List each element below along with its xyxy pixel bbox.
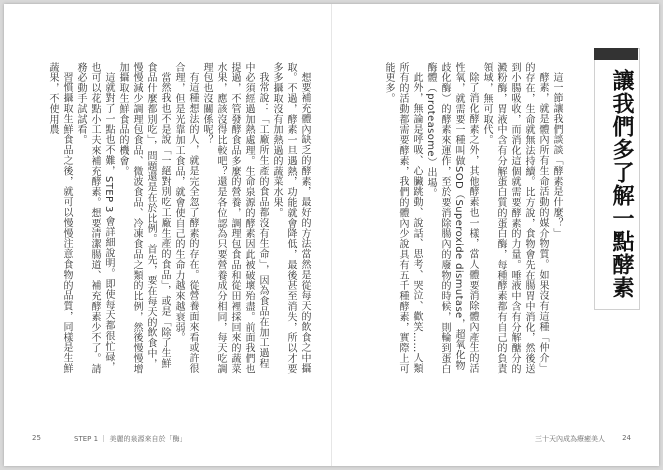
- left-body-text: [28, 62, 311, 374]
- running-head: STEP 1 ｜ 美麗的泉源來自於「酶」: [74, 435, 187, 443]
- paragraph: 當然我也不是說「一絕對別吃工廠生產的食品」，或是「除了生鮮食品什麼都別吃」，問題還是在於比例。首先，要在每天的飲食中，慢慢減少調理包食品、微波食品、冷凍食品之類的比例，然後慢慢增加攝取生鮮食品的機會。: [117, 62, 170, 374]
- running-head: 三十天內成為療癒美人: [535, 435, 605, 443]
- paragraph: 有這種想法的人，就是完全忽了酵素的存在。從營養面來看或許很合理，但是光靠加工食品，就會使自己的生命力越來越衰弱。: [173, 62, 198, 374]
- book-spread: [4, 4, 659, 466]
- right-page: [332, 4, 659, 466]
- page-number: 25: [32, 434, 41, 442]
- paragraph: 我常說：「工廠所生產的食品都沒有生命」，因為食品在加工過程中必須經過加熱處理。生命泉源的酵素因此被破壞殆盡。前面我們也提過，不管發酵食品多麼的營養，調理包食品和從田裡採回來的蔬菜水果，應該沒得比較吧？還是各位認為只要營養成分相同，每天吃調理包也沒關係呢？: [201, 62, 268, 374]
- paragraph: 想要補充體內缺乏的酵素，最好的方法當然是從每天的飲食之中攝取。不過，酵素一旦遇熱，功能就會降低，最後甚至消失，所以才要多多攝取沒有加熱過的蔬菜水果。: [271, 62, 310, 374]
- paragraph: 習慣攝取生鮮食品之後，就可以慢慢注意食物的品質，同樣是生鮮蔬果，不使用農: [47, 62, 72, 374]
- paragraph: 此外，無論是呼吸、心臟跳動、說話、思考、哭泣、歡笑……人類所有的活動都需要酵素，我們的體內少說具有五千種酵素，實際上可能更多。: [383, 62, 422, 374]
- paragraph: 這一節讓我們談談「酵素是什麼？」: [551, 72, 562, 239]
- section-title: 讓我們多了解一點酵素: [609, 69, 634, 299]
- page-number: 24: [622, 434, 631, 442]
- right-body-text: [368, 62, 563, 374]
- left-page: [4, 4, 331, 466]
- title-tab: [594, 48, 638, 60]
- paragraph: 除了消化酵素之外，其他酵素也一樣，當人體要消除體內產生的活性氧，就需要一種叫做SOD（Superoxide dismutase，超氧化物歧化酶）的酵素來運作，至於要消除腸內的廢物的時候，則輪到蛋白酶體（proteasome）出場。: [425, 62, 478, 374]
- paragraph: 這就對了一點也不難，STEP 3 會詳細說明。即使每天都很忙碌，也可以花點小工夫來補充酵素。想要清潔腸道、補充酵素少不了。請務必動手試試看。: [75, 62, 114, 374]
- paragraph: 酵素，就是體內所有生命活動的媒介物質。如果沒有這種「仲介」的存在，生命就無法持續。比方說，食物會先在腸胃中消化，然後送到小腸吸收，而消化這個就需要酵素的力量。唾液中含有分解醣分的澱粉酶，胃液中含有分解蛋白質的蛋白酶，每種酵素都有自己的負責領域，無可取代。: [481, 62, 548, 374]
